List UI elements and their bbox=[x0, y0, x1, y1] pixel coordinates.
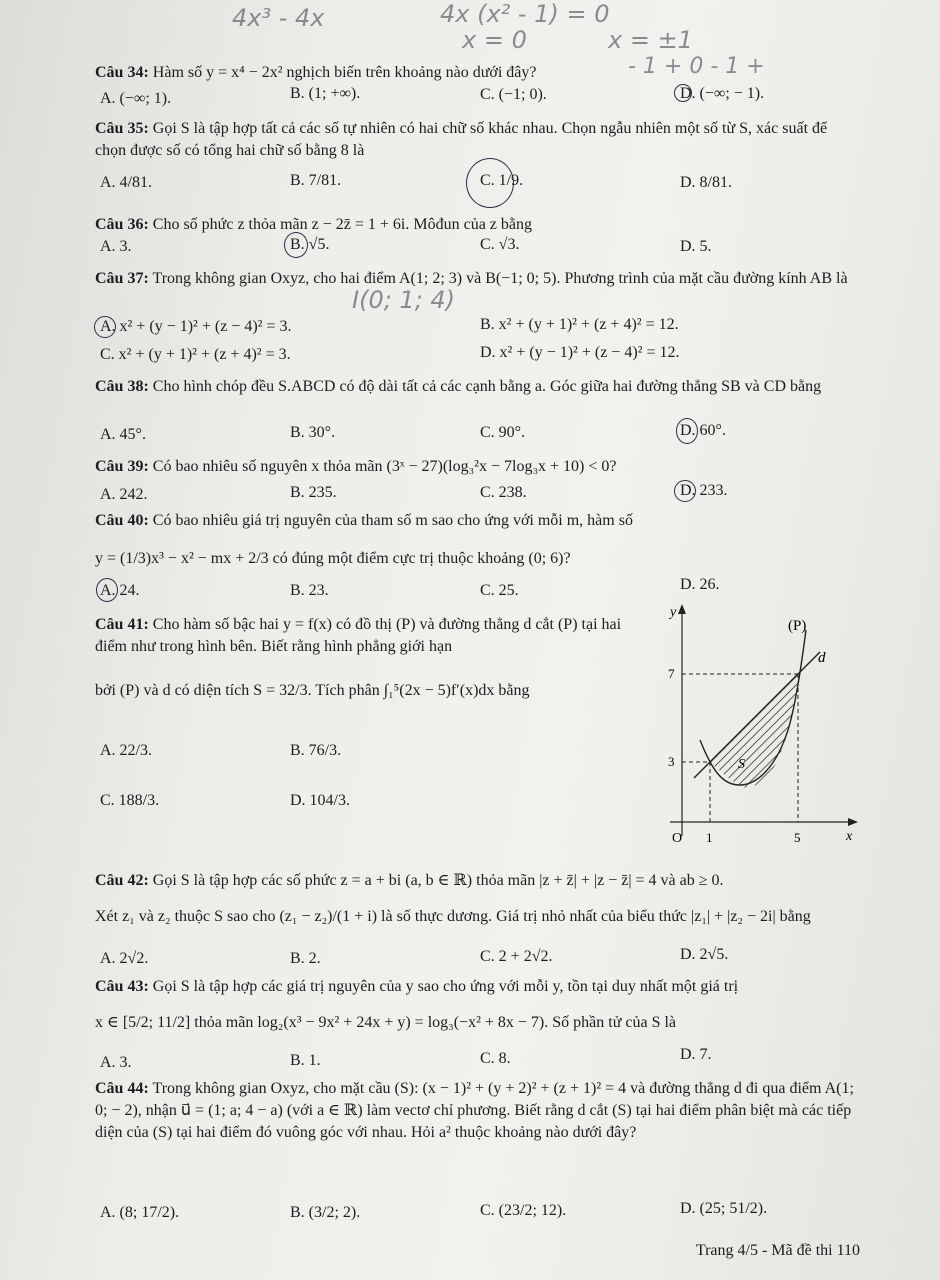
option-a: A. 2√2. bbox=[100, 950, 149, 967]
origin-label: O bbox=[672, 831, 683, 846]
option-c: C. (−1; 0). bbox=[480, 86, 547, 103]
option-d: D. 5. bbox=[680, 238, 712, 255]
question-label: Câu 35: bbox=[95, 120, 149, 137]
parabola-graph bbox=[660, 600, 860, 850]
question-38 bbox=[95, 376, 855, 398]
option-c: C. 8. bbox=[480, 1050, 511, 1067]
handwritten-note: x = ±1 bbox=[608, 26, 693, 54]
option-a: A. (−∞; 1). bbox=[100, 90, 172, 107]
question-40-formula: y = (1/3)x³ − x² − mx + 2/3 có đúng một điểm cực trị thuộc khoảng (0; 6)? bbox=[95, 550, 571, 567]
question-39 bbox=[95, 456, 855, 478]
option-b: B. 2. bbox=[290, 950, 321, 967]
question-text: Gọi S là tập hợp tất cả các số tự nhiên có hai chữ số khác nhau. Chọn ngẫu nhiên một số từ S, xác suất để chọn được số có tổng hai chữ số bằng 8 là bbox=[95, 120, 828, 159]
question-label: Câu 40: bbox=[95, 512, 149, 529]
question-label: Câu 44: bbox=[95, 1080, 149, 1097]
question-40 bbox=[95, 510, 855, 532]
option-c: C. (23/2; 12). bbox=[480, 1202, 567, 1219]
option-d: D. 8/81. bbox=[680, 174, 732, 191]
option-d: D. (25; 51/2). bbox=[680, 1200, 768, 1217]
option-b: B. 1. bbox=[290, 1052, 321, 1069]
option-b: B. 30°. bbox=[290, 424, 336, 441]
question-label: Câu 37: bbox=[95, 270, 149, 287]
option-b: B. (1; +∞). bbox=[290, 85, 361, 102]
question-37 bbox=[95, 268, 855, 290]
option-c: C. 25. bbox=[480, 582, 519, 599]
shaded-region bbox=[710, 674, 798, 788]
question-36 bbox=[95, 214, 855, 236]
question-text: Cho hàm số bậc hai y = f(x) có đồ thị (P) và đường thẳng d cắt (P) tại hai điểm như trong hình bên. Biết rằng hình phẳng giới hạn bbox=[95, 616, 622, 655]
question-label: Câu 43: bbox=[95, 978, 149, 995]
question-text: Cho số phức z thỏa mãn z − 2z̄ = 1 + 6i. Môđun của z bằng bbox=[152, 216, 532, 233]
answer-circle bbox=[674, 480, 696, 502]
question-label: Câu 39: bbox=[95, 458, 149, 475]
question-35 bbox=[95, 118, 855, 162]
question-41-text: bởi (P) và d có diện tích S = 32/3. Tích phân ∫₁⁵(2x − 5)f′(x)dx bằng bbox=[95, 682, 530, 699]
option-c: C. √3. bbox=[480, 236, 520, 253]
question-43-text: x ∈ [5/2; 11/2] thỏa mãn log₂(x³ − 9x² + 24x + y) = log₃(−x² + 8x − 7). Số phần tử của S là bbox=[95, 1014, 677, 1031]
answer-circle bbox=[674, 84, 692, 102]
question-label: Câu 34: bbox=[95, 64, 149, 81]
question-text: Gọi S là tập hợp các số phức z = a + bi (a, b ∈ ℝ) thỏa mãn |z + z̄| + |z − z̄| = 4 và ab ≥ 0. bbox=[152, 872, 724, 889]
question-text: Có bao nhiêu số nguyên x thỏa mãn (3ˣ − 27)(log₃²x − 7log₃x + 10) < 0? bbox=[152, 458, 617, 475]
handwritten-note: I(0; 1; 4) bbox=[352, 286, 456, 314]
answer-circle bbox=[676, 418, 698, 444]
answer-circle bbox=[466, 158, 514, 208]
option-d: D. 7. bbox=[680, 1046, 712, 1063]
option-b: B. 235. bbox=[290, 484, 337, 501]
y-tick-label: 7 bbox=[668, 666, 675, 681]
option-b: B. (3/2; 2). bbox=[290, 1204, 361, 1221]
option-a: A. 45°. bbox=[100, 426, 146, 443]
question-42 bbox=[95, 870, 855, 892]
option-c: C. x² + (y + 1)² + (z + 4)² = 3. bbox=[100, 346, 291, 363]
question-label: Câu 36: bbox=[95, 216, 149, 233]
option-c: C. 238. bbox=[480, 484, 527, 501]
y-axis-arrow bbox=[678, 604, 686, 614]
answer-circle bbox=[96, 578, 118, 602]
option-a: A. 24. bbox=[100, 582, 140, 599]
question-44 bbox=[95, 1078, 855, 1144]
option-c: C. 2 + 2√2. bbox=[480, 948, 553, 965]
option-b: B. 76/3. bbox=[290, 742, 342, 759]
question-43 bbox=[95, 976, 855, 998]
option-b: B. 23. bbox=[290, 582, 329, 599]
question-text: Hàm số y = x⁴ − 2x² nghịch biến trên khoảng nào dưới đây? bbox=[152, 64, 537, 81]
handwritten-note: 4x (x² - 1) = 0 bbox=[440, 0, 610, 28]
question-41 bbox=[95, 614, 635, 658]
line-label: d bbox=[818, 650, 826, 666]
question-label: Câu 42: bbox=[95, 872, 149, 889]
option-d: D. 233. bbox=[680, 482, 728, 499]
option-a: A. (8; 17/2). bbox=[100, 1204, 180, 1221]
y-axis-label: y bbox=[670, 605, 677, 620]
curve-label: (P) bbox=[788, 618, 807, 634]
question-text: Trong không gian Oxyz, cho mặt cầu (S): (x − 1)² + (y + 2)² + (z + 1)² = 4 và đường thẳng d đi qua điểm A(1; 0; − 2), nhận u⃗ = (1; a; 4 − a) (với a ∈ ℝ) làm vectơ chỉ phương. Biết rằng d cắt (S) tại hai điểm phân biệt mà các tiếp diện của (S) tại hai điểm đó vuông góc với nhau. Hỏi a² thuộc khoảng nào dưới đây? bbox=[95, 1080, 854, 1141]
answer-circle bbox=[94, 316, 116, 338]
option-a: A. 242. bbox=[100, 486, 148, 503]
question-label: Câu 38: bbox=[95, 378, 149, 395]
handwritten-note: x = 0 bbox=[462, 26, 527, 54]
option-c: C. 188/3. bbox=[100, 792, 160, 809]
x-axis-arrow bbox=[848, 818, 858, 826]
option-d: D. 26. bbox=[680, 576, 720, 593]
option-d: D. 2√5. bbox=[680, 946, 729, 963]
question-42-text: Xét z₁ và z₂ thuộc S sao cho (z₁ − z₂)/(1 + i) là số thực dương. Giá trị nhỏ nhất của biểu thức |z₁| + |z₂ − 2i| bằng bbox=[95, 908, 811, 925]
x-tick-label: 5 bbox=[794, 830, 801, 845]
question-text: Có bao nhiêu giá trị nguyên của tham số m sao cho ứng với mỗi m, hàm số bbox=[152, 512, 633, 529]
option-a: A. 3. bbox=[100, 1054, 132, 1071]
option-c: C. 90°. bbox=[480, 424, 526, 441]
y-tick-label: 3 bbox=[668, 754, 675, 769]
question-34 bbox=[95, 62, 855, 84]
option-b: B. √5. bbox=[290, 236, 330, 253]
option-d: D. (−∞; − 1). bbox=[680, 85, 765, 102]
option-a: A. 3. bbox=[100, 238, 132, 255]
answer-circle bbox=[284, 232, 308, 258]
question-text: Cho hình chóp đều S.ABCD có độ dài tất cả các cạnh bằng a. Góc giữa hai đường thẳng SB và CD bằng bbox=[152, 378, 822, 395]
option-c: C. 1/9. bbox=[480, 172, 524, 189]
x-tick-label: 1 bbox=[706, 830, 713, 845]
option-a: A. 4/81. bbox=[100, 174, 152, 191]
question-text: Trong không gian Oxyz, cho hai điểm A(1; 2; 3) và B(−1; 0; 5). Phương trình của mặt cầu đường kính AB là bbox=[152, 270, 848, 287]
region-label: S bbox=[738, 757, 745, 772]
handwritten-note: - 1 + 0 - 1 + bbox=[628, 54, 765, 79]
option-b: B. 7/81. bbox=[290, 172, 342, 189]
option-d: D. 60°. bbox=[680, 422, 726, 439]
option-a: A. x² + (y − 1)² + (z − 4)² = 3. bbox=[100, 318, 292, 335]
handwritten-note: 4x³ - 4x bbox=[232, 4, 325, 32]
x-axis-label: x bbox=[846, 829, 853, 844]
option-a: A. 22/3. bbox=[100, 742, 152, 759]
option-b: B. x² + (y + 1)² + (z + 4)² = 12. bbox=[480, 316, 679, 333]
question-text: Gọi S là tập hợp các giá trị nguyên của y sao cho ứng với mỗi y, tồn tại duy nhất một giá trị bbox=[152, 978, 739, 995]
option-d: D. 104/3. bbox=[290, 792, 350, 809]
page-footer: Trang 4/5 - Mã đề thi 110 bbox=[695, 1242, 860, 1259]
question-label: Câu 41: bbox=[95, 616, 149, 633]
option-d: D. x² + (y − 1)² + (z − 4)² = 12. bbox=[480, 344, 680, 361]
